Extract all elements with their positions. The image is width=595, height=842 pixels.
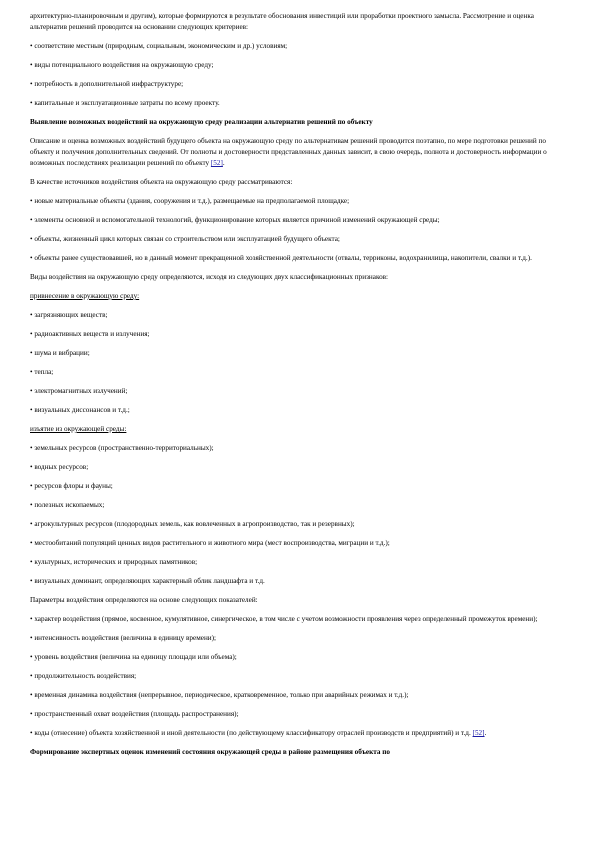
bullet-item	[30, 633, 570, 644]
bullet-item	[30, 386, 570, 397]
bullet-item-text: • местообитаний популяций ценных видов растительного и животного мира (мест воспроизводства, миграции и т.д.);	[30, 539, 390, 547]
bullet-item	[30, 500, 570, 511]
bullet-item-text: • электромагнитных излучений;	[30, 387, 128, 395]
bullet-item	[30, 348, 570, 359]
bullet-item-text: • капитальные и эксплуатационные затраты по всему проекту.	[30, 99, 220, 107]
paragraph	[30, 595, 570, 606]
bullet-item-text: • новые материальные объекты (здания, сооружения и т.д.), размещаемые на предполагаемой площадке;	[30, 197, 350, 205]
bullet-item-text: • водных ресурсов;	[30, 463, 89, 471]
bullet-item-text: • ресурсов флоры и фауны;	[30, 482, 113, 490]
bullet-item	[30, 538, 570, 549]
bullet-item-text: • пространственный охват воздействия (площадь распространения);	[30, 710, 239, 718]
list-heading	[30, 424, 570, 435]
paragraph	[30, 11, 570, 33]
bullet-item	[30, 196, 570, 207]
bullet-item-text: • виды потенциального воздействия на окружающую среду;	[30, 61, 214, 69]
bullet-item	[30, 614, 570, 625]
bullet-item-text: • коды (отнесение) объекта хозяйственной и иной деятельности (по действующему классификатору отраслей производств и предприятий) и т.д.	[30, 729, 473, 737]
bullet-item-text: • временная динамика воздействия (непрерывное, периодическое, кратковременное, только при аварийных режимах и т.д.);	[30, 691, 409, 699]
bullet-item	[30, 41, 570, 52]
bullet-item	[30, 253, 570, 264]
bullet-item	[30, 709, 570, 720]
bullet-item	[30, 234, 570, 245]
bullet-item	[30, 557, 570, 568]
bullet-item-text: • земельных ресурсов (пространственно-территориальных);	[30, 444, 214, 452]
paragraph-text: В качестве источников воздействия объекта на окружающую среду рассматриваются:	[30, 178, 293, 186]
bullet-item-text: • интенсивность воздействия (величина в единицу времени);	[30, 634, 217, 642]
paragraph-text: Описание и оценка возможных воздействий будущего объекта на окружающую среду по альтернативам решений проводится поэтапно, по мере подготовки решений по объекту и получения дополнительных сведений. От полноты и достоверности представленных данных зависит, в свою очередь, полнота и достоверность информации о возможных последствиях реализации решений по объекту	[30, 137, 547, 167]
sentence-end: .	[484, 729, 487, 737]
bullet-item-text: • радиоактивных веществ и излучения;	[30, 330, 150, 338]
bullet-item-text: • тепла;	[30, 368, 54, 376]
bullet-item-text: • потребность в дополнительной инфраструктуре;	[30, 80, 184, 88]
section-heading	[30, 747, 570, 758]
paragraph	[30, 177, 570, 188]
bullet-item-text: • характер воздействия (прямое, косвенное, кумулятивное, синергическое, в том числе с учетом возможности проявления через определенный промежуток времени);	[30, 615, 538, 623]
citation-link[interactable]: [52]	[472, 729, 485, 737]
bullet-item-text: • загрязняющих веществ;	[30, 311, 108, 319]
bullet-item	[30, 690, 570, 701]
bullet-item	[30, 329, 570, 340]
bullet-item	[30, 481, 570, 492]
bullet-item	[30, 215, 570, 226]
sentence-end: .	[222, 159, 225, 167]
paragraph-text: архитектурно-планировочным и другим), которые формируются в результате обоснования инвестиций или проработки проектного замысла. Рассмотрение и оценка альтернатив решений проводится на основании следующих критериев:	[30, 12, 534, 31]
bullet-item	[30, 79, 570, 90]
bullet-item-text: • культурных, исторических и природных памятников;	[30, 558, 198, 566]
section-heading-text: Формирование экспертных оценок изменений состояния окружающей среды в районе размещения объекта по	[30, 748, 390, 756]
bullet-item	[30, 98, 570, 109]
bullet-item	[30, 310, 570, 321]
bullet-item	[30, 443, 570, 454]
paragraph-text: Параметры воздействия определяются на основе следующих показателей:	[30, 596, 258, 604]
document-page	[30, 11, 570, 766]
paragraph	[30, 272, 570, 283]
bullet-item-text: • продолжительность воздействия;	[30, 672, 137, 680]
bullet-item	[30, 60, 570, 71]
section-heading	[30, 117, 570, 128]
bullet-item-text: • объекты, жизненный цикл которых связан со строительством или эксплуатацией будущего объекта;	[30, 235, 340, 243]
citation-link[interactable]: [52]	[210, 159, 223, 167]
bullet-item-text: • визуальных доминант, определяющих характерный облик ландшафта и т.д.	[30, 577, 265, 585]
bullet-item-text: • агрокультурных ресурсов (плодородных земель, как вовлеченных в агропроизводство, так и резервных);	[30, 520, 355, 528]
bullet-item-text: • объекты ранее существовавшей, но в данный момент прекращенной хозяйственной деятельности (отвалы, терриконы, водохранилища, накопители, свалки и т.д.).	[30, 254, 532, 262]
bullet-item	[30, 405, 570, 416]
bullet-item-text: • уровень воздействия (величина на единицу площади или объема);	[30, 653, 237, 661]
bullet-item	[30, 519, 570, 530]
bullet-item-text: • визуальных диссонансов и т.д.;	[30, 406, 130, 414]
bullet-item	[30, 671, 570, 682]
list-heading-text: изъятие из окружающей среды:	[30, 425, 127, 433]
list-heading	[30, 291, 570, 302]
bullet-item	[30, 462, 570, 473]
bullet-item	[30, 367, 570, 378]
section-heading-text: Выявление возможных воздействий на окружающую среду реализации альтернатив решений по объекту	[30, 118, 373, 126]
bullet-item	[30, 652, 570, 663]
paragraph	[30, 136, 570, 169]
bullet-item-text: • шума и вибрации;	[30, 349, 90, 357]
paragraph-text: Виды воздействия на окружающую среду определяются, исходя из следующих двух классификационных признаков:	[30, 273, 389, 281]
bullet-item	[30, 728, 570, 739]
bullet-item	[30, 576, 570, 587]
bullet-item-text: • элементы основной и вспомогательной технологий, функционирование которых является причиной изменений окружающей среды;	[30, 216, 440, 224]
bullet-item-text: • соответствие местным (природным, социальным, экономическим и др.) условиям;	[30, 42, 288, 50]
bullet-item-text: • полезных ископаемых;	[30, 501, 105, 509]
list-heading-text: привнесение в окружающую среду:	[30, 292, 140, 300]
